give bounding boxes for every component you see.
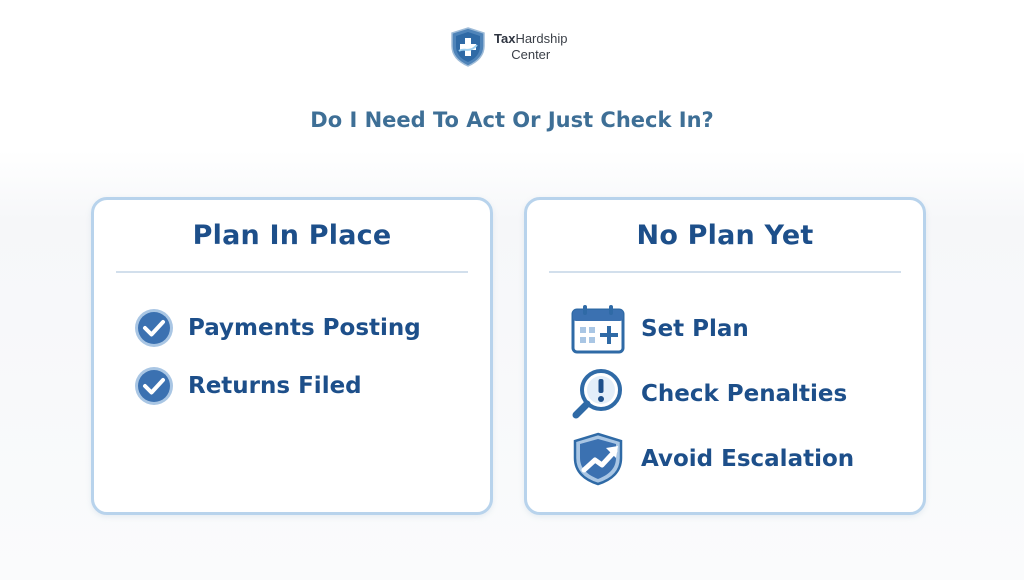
page-title: Do I Need To Act Or Just Check In? <box>310 108 714 132</box>
list-item <box>571 432 854 486</box>
shield-arrow-icon <box>571 432 625 486</box>
list-item-label: Avoid Escalation <box>641 446 855 472</box>
list-item-label: Returns Filed <box>188 373 362 399</box>
calendar-plus-icon <box>571 304 625 354</box>
list-item-label: Set Plan <box>641 316 749 342</box>
list-item <box>571 304 749 354</box>
list-item <box>134 308 421 348</box>
magnifier-alert-icon <box>571 368 625 420</box>
list-item-label: Payments Posting <box>188 315 421 341</box>
check-circle-icon <box>134 366 174 406</box>
card-plan-in-place <box>91 197 493 515</box>
card-no-plan-yet <box>524 197 926 515</box>
divider <box>116 271 468 273</box>
list-item <box>134 366 362 406</box>
brand-logo <box>450 27 567 67</box>
card-title: No Plan Yet <box>636 220 814 251</box>
shield-cross-icon <box>450 27 486 67</box>
card-title: Plan In Place <box>192 220 392 251</box>
divider <box>549 271 901 273</box>
list-item <box>571 368 847 420</box>
list-item-label: Check Penalties <box>641 381 848 407</box>
brand-name: TaxHardship Center <box>494 31 568 62</box>
check-circle-icon <box>134 308 174 348</box>
